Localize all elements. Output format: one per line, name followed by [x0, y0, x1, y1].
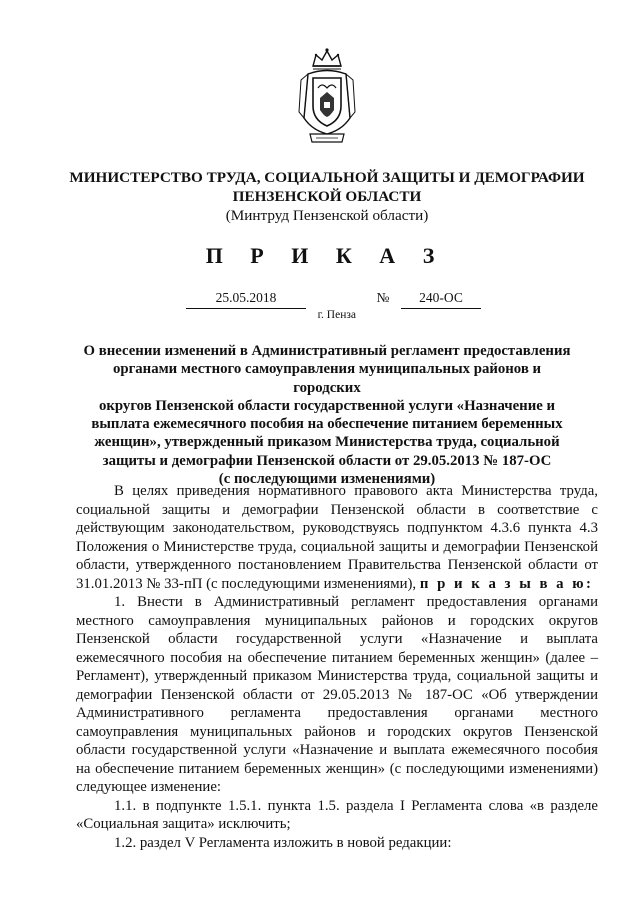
ministry-name-line-1: МИНИСТЕРСТВО ТРУДА, СОЦИАЛЬНОЙ ЗАЩИТЫ И ДЕМОГРАФИИ [69, 169, 585, 186]
order-title-line: (с последующими изменениями) [218, 471, 436, 488]
document-type-heading: П Р И К А З [205, 243, 446, 268]
order-title [80, 342, 574, 488]
ministry-name [60, 168, 594, 206]
order-title-line: органами местного самоуправления муниципальных районов и городских [112, 361, 542, 396]
order-title-line: женщин», утвержденный приказом Министерства труда, социальной [94, 434, 560, 451]
order-word: п р и к а з ы в а ю: [419, 575, 594, 592]
item-1-paragraph: 1. Внести в Административный регламент предоставления органами местного самоуправления муниципальных районов и городских округов Пензенской области государственной услуги «Назначение и выплата ежемесячного пособия на обеспечение питанием беременных женщин» (далее – Регламент), утвержденный приказом Министерства труда, социальной защиты и демографии Пензенской области от 29.05.2013 № 187-ОС «Об утверждении Административного регламента предоставления органами местного самоуправления муниципальных районов и городских округов Пензенской области государственной услуги «Назначение и выплата ежемесячного пособия на обеспечение питанием беременных женщин» (с последующими изменениями) следующее изменение: [76, 594, 598, 795]
order-city: г. Пенза [317, 309, 356, 321]
order-body [76, 482, 598, 852]
item-1-1-paragraph: 1.1. в подпункте 1.5.1. пункта 1.5. раздела I Регламента слова «в разделе «Социальная защита» исключить; [76, 797, 598, 832]
order-date: 25.05.2018 [186, 290, 306, 309]
preamble-text: В целях приведения нормативного правового акта Министерства труда, социальной защиты и демографии Пензенской области в соответствие с действующим законодательством, руководствуясь подпунктом 4.3.6 пункта 4.3 Положения о Министерстве труда, социальной защиты и демографии Пензенской области, утвержденного постановлением Правительства Пензенской области от 31.01.2013 № 33-пП (с последующими изменениями), [76, 483, 598, 592]
order-title-line: О внесении изменений в Административный регламент предоставления [83, 343, 571, 359]
ministry-short-name: (Минтруд Пензенской области) [225, 207, 429, 224]
ministry-name-line-2: ПЕНЗЕНСКОЙ ОБЛАСТИ [232, 188, 422, 205]
order-title-line: защиты и демографии Пензенской области от 29.05.2013 № 187-ОС [102, 452, 552, 469]
coat-of-arms-icon [296, 46, 358, 146]
number-sign: № [376, 290, 390, 305]
preamble-paragraph [76, 482, 598, 593]
order-title-line: округов Пензенской области государственной услуги «Назначение и [98, 397, 556, 414]
order-title-line: выплата ежемесячного пособия на обеспечение питанием беременных [91, 416, 563, 433]
order-number: 240-ОС [401, 290, 481, 309]
item-1-2-paragraph: 1.2. раздел V Регламента изложить в новой редакции: [114, 834, 452, 851]
